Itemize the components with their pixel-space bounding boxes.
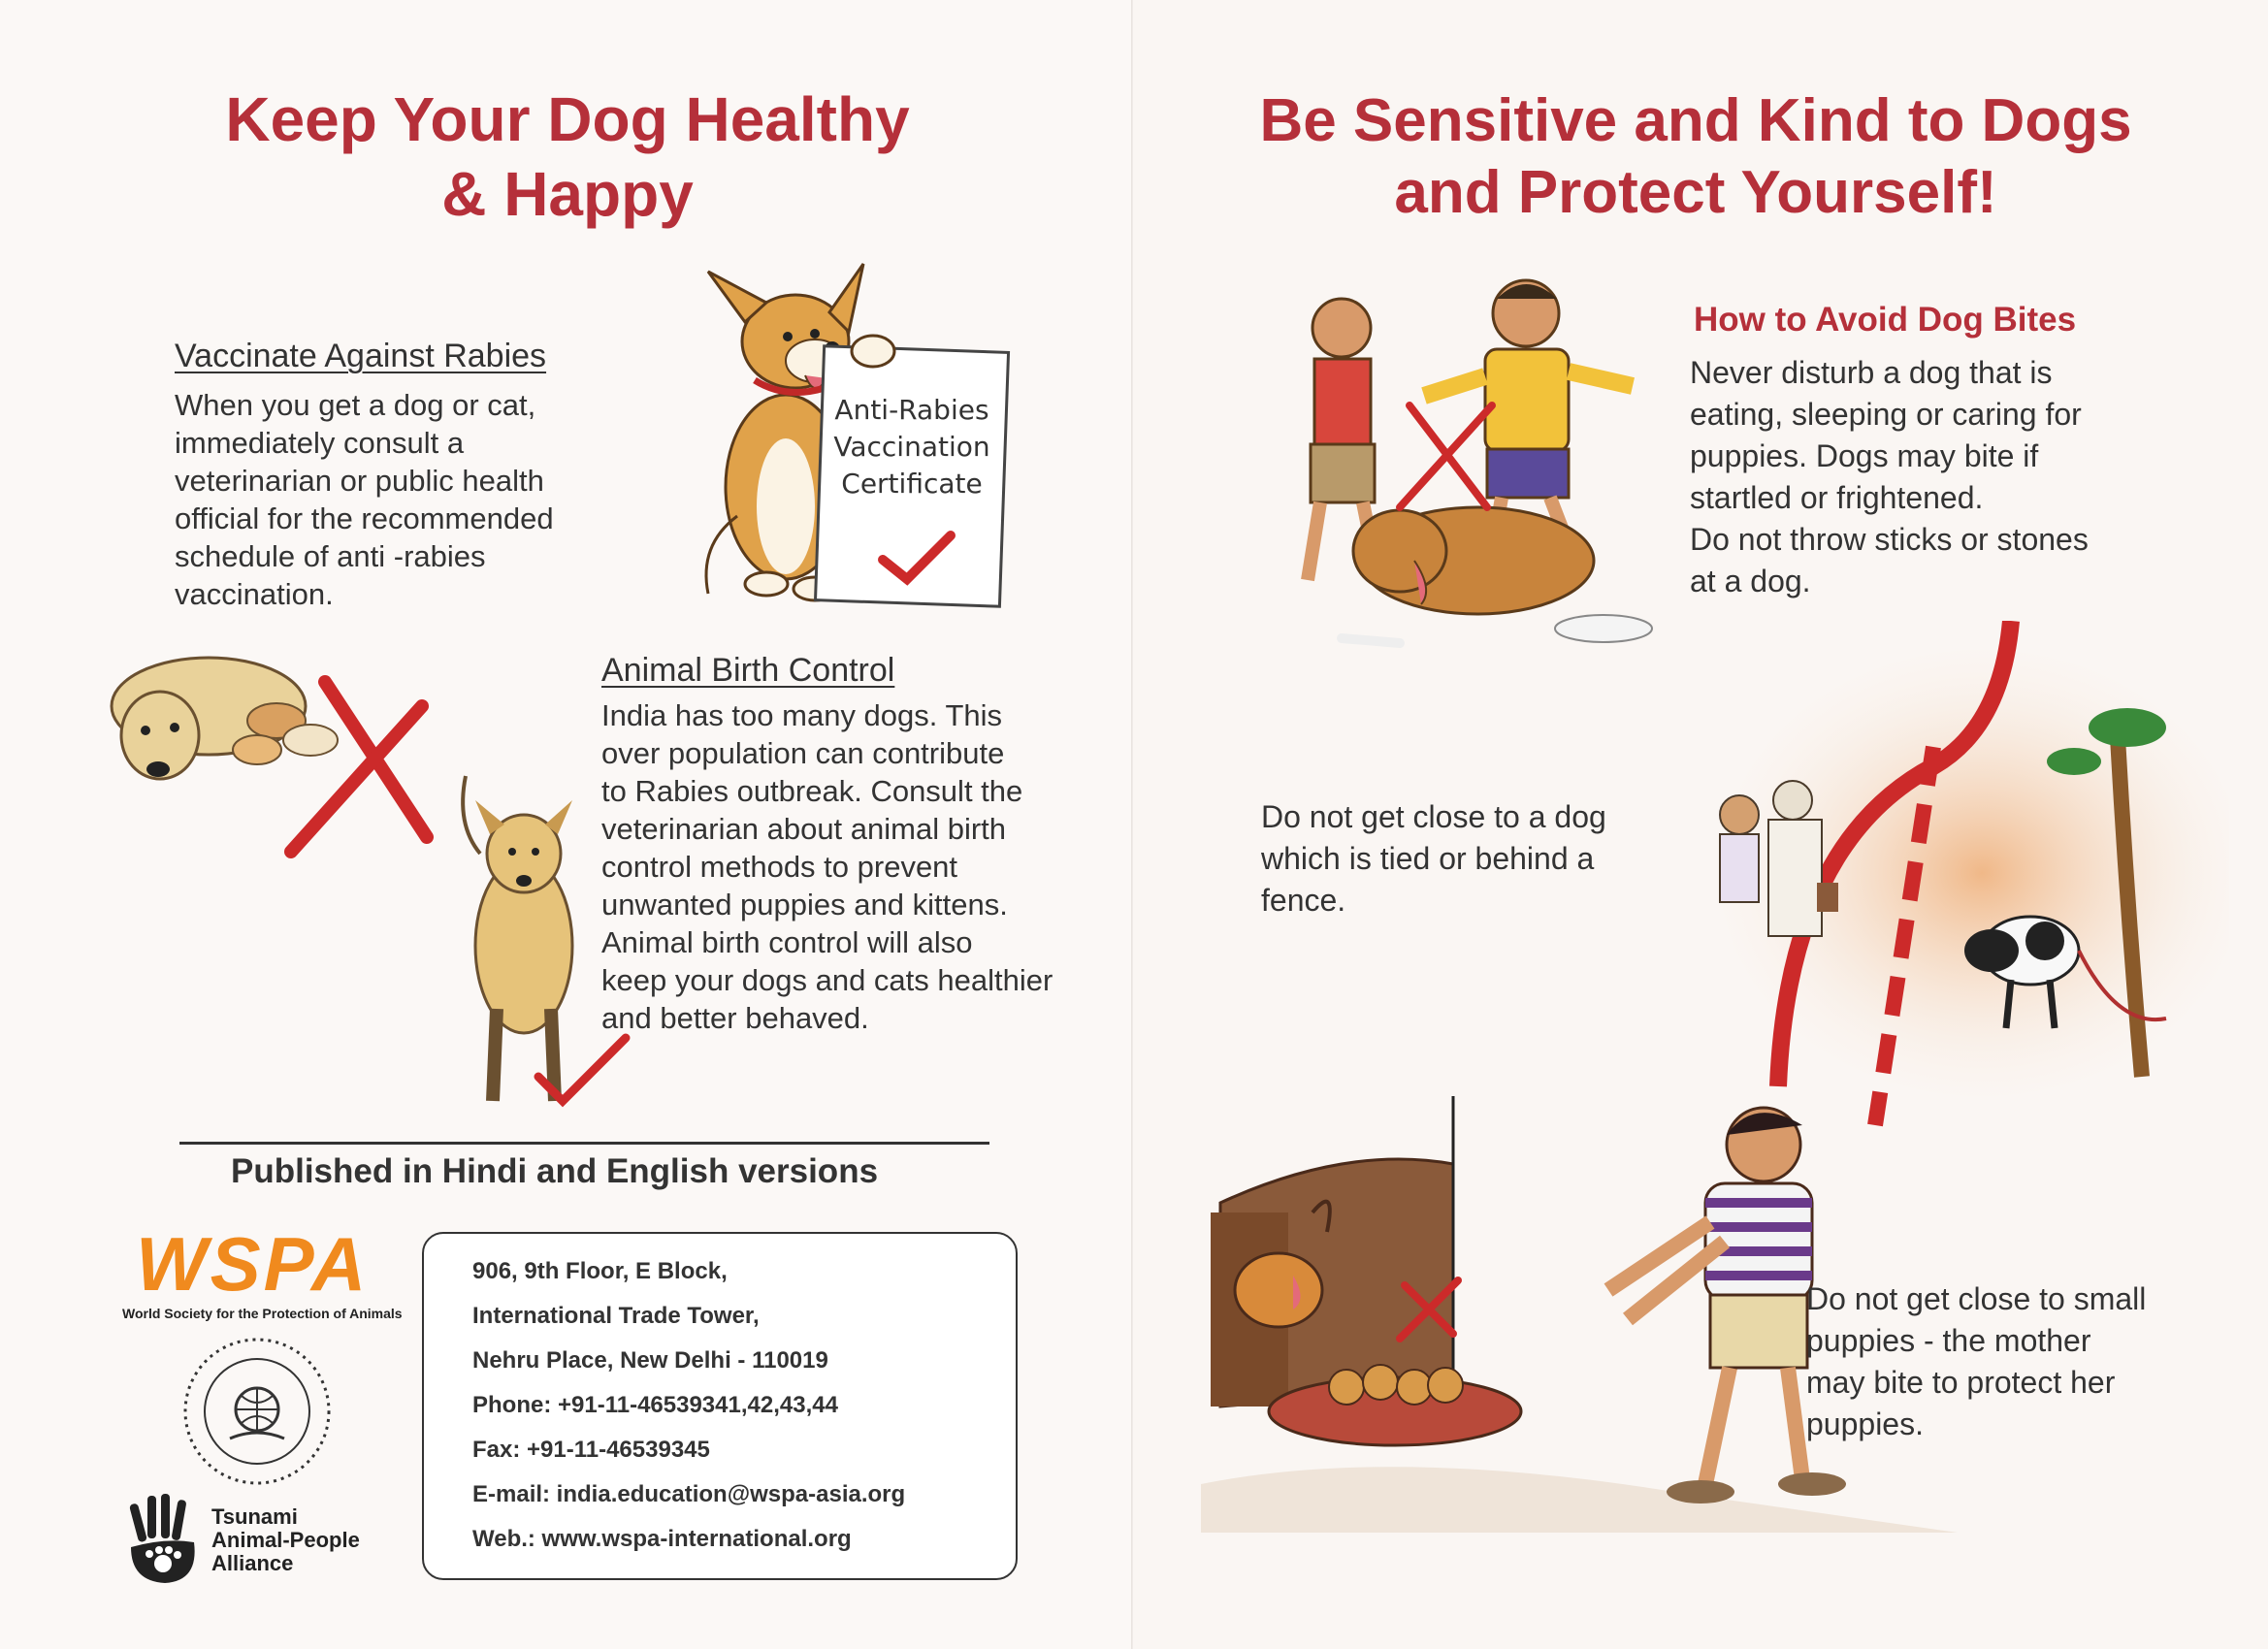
wspa-caption: World Society for the Protection of Animals	[122, 1306, 403, 1321]
birth-control-text	[601, 696, 1053, 1037]
left-page	[0, 0, 1133, 1649]
avoid-bites-line: Do not throw sticks or stones	[1690, 522, 2089, 557]
dog-with-certificate-illustration	[669, 254, 1019, 613]
puppies-line: may bite to protect her	[1806, 1365, 2116, 1400]
birth-control-line: to Rabies outbreak. Consult the	[601, 774, 1023, 808]
avoid-bites-heading: How to Avoid Dog Bites	[1694, 301, 2077, 339]
certificate-line-3: Certificate	[841, 468, 983, 500]
left-title-line-2: & Happy	[441, 158, 694, 229]
birth-control-line: keep your dogs and cats healthier	[601, 963, 1053, 997]
avoid-bites-line: Never disturb a dog that is	[1690, 355, 2053, 390]
address-street: 906, 9th Floor, E Block,	[472, 1258, 728, 1284]
address-building: International Trade Tower,	[472, 1303, 760, 1329]
address-city: Nehru Place, New Delhi - 110019	[472, 1347, 828, 1374]
dog-with-puppies-crossed-illustration	[102, 629, 451, 881]
avoid-bites-line: puppies. Dogs may bite if	[1690, 438, 2039, 473]
tied-dog-line: Do not get close to a dog	[1261, 799, 1606, 834]
vaccinate-line: vaccination.	[175, 577, 334, 611]
address-email: E-mail: india.education@wspa-asia.org	[472, 1481, 906, 1507]
address-phone: Phone: +91-11-46539341,42,43,44	[472, 1392, 838, 1418]
right-title	[1162, 85, 2229, 230]
published-note: Published in Hindi and English versions	[231, 1152, 879, 1190]
birth-control-line: and better behaved.	[601, 1001, 869, 1035]
tied-dog-text	[1261, 796, 1606, 922]
tied-dog-fence-illustration	[1710, 621, 2229, 1135]
vaccinate-line: immediately consult a	[175, 426, 465, 460]
tied-dog-line: fence.	[1261, 883, 1346, 918]
birth-control-line: control methods to prevent	[601, 850, 958, 884]
vaccinate-line: official for the recommended	[175, 501, 554, 535]
puppies-line: puppies - the mother	[1806, 1323, 2091, 1358]
left-title	[146, 82, 989, 232]
tsunami-line: Alliance	[211, 1551, 294, 1575]
vaccinate-heading: Vaccinate Against Rabies	[175, 338, 547, 374]
puppies-line: puppies.	[1806, 1406, 1924, 1441]
handprint-paw-icon	[126, 1494, 204, 1586]
address-fax: Fax: +91-11-46539345	[472, 1437, 710, 1463]
avoid-bites-line: at a dog.	[1690, 564, 1811, 598]
vaccinate-line: veterinarian or public health	[175, 464, 544, 498]
certificate-line-1: Anti-Rabies	[834, 394, 989, 426]
birth-control-line: India has too many dogs. This	[601, 698, 1003, 732]
vaccinate-text	[175, 386, 554, 613]
certificate-line-2: Vaccination	[833, 431, 990, 463]
wspa-logo: WSPA	[136, 1221, 370, 1307]
birth-control-heading: Animal Birth Control	[601, 652, 895, 689]
vaccinate-line: schedule of anti -rabies	[175, 539, 486, 573]
divider-rule	[179, 1142, 989, 1145]
tsunami-alliance-logo-text	[211, 1505, 360, 1575]
puppies-text	[1806, 1278, 2146, 1445]
right-page	[1133, 0, 2268, 1649]
tsunami-line: Tsunami	[211, 1504, 298, 1529]
address-web: Web.: www.wspa-international.org	[472, 1526, 852, 1552]
tsunami-line: Animal-People	[211, 1528, 360, 1552]
avoid-bites-line: startled or frightened.	[1690, 480, 1984, 515]
vaccinate-line: When you get a dog or cat,	[175, 388, 536, 422]
puppies-line: Do not get close to small	[1806, 1281, 2147, 1316]
birth-control-line: Animal birth control will also	[601, 925, 973, 959]
birth-control-line: unwanted puppies and kittens.	[601, 888, 1008, 922]
avoid-bites-text	[1690, 352, 2089, 602]
avoid-bites-line: eating, sleeping or caring for	[1690, 397, 2082, 432]
tied-dog-line: which is tied or behind a	[1261, 841, 1595, 876]
right-title-line-2: and Protect Yourself!	[1394, 159, 1997, 227]
un-decade-seal-logo	[179, 1334, 335, 1489]
birth-control-line: veterinarian about animal birth	[601, 812, 1007, 846]
address-box	[422, 1232, 1018, 1580]
birth-control-line: over population can contribute	[601, 736, 1005, 770]
left-title-line-1: Keep Your Dog Healthy	[225, 84, 910, 154]
right-title-line-1: Be Sensitive and Kind to Dogs	[1259, 87, 2132, 154]
